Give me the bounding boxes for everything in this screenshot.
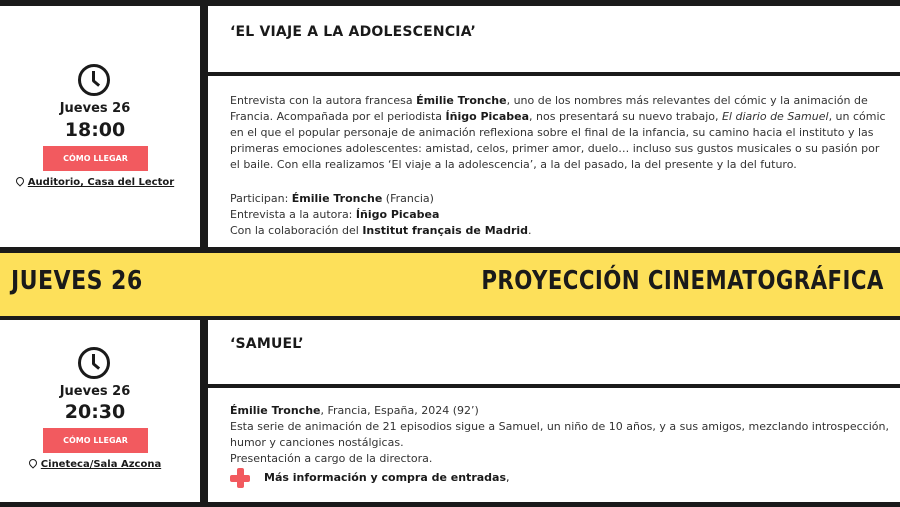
text-run: , un cómic en el que el popular personaje de animación reflexiona sobre el final de la infancia, su camino hacia el instituto y las primeras emociones adolescentes: amistad, celos, primer amor, duelo… incluso sus gustos musicales o su pasión por el baile. Con ella realizamos ‘El viaje a la adolescencia’, a la del pasado, la del presente y la del futuro. <box>230 110 886 171</box>
banner-day: JUEVES 26 <box>11 266 143 296</box>
event-1-title-panel <box>208 6 900 72</box>
location-pin-icon <box>14 175 25 186</box>
more-info-link[interactable] <box>264 471 510 484</box>
text-run: . <box>528 224 532 237</box>
banner-category: PROYECCIÓN CINEMATOGRÁFICA <box>481 266 884 296</box>
text-run: Émilie Tronche <box>416 94 507 107</box>
event-block-1 <box>0 0 900 253</box>
event-2-location-text[interactable]: Cineteca/Sala Azcona <box>40 459 162 470</box>
event-1-location-link[interactable] <box>0 177 190 188</box>
location-pin-icon <box>27 457 38 468</box>
text-run: Entrevista con la autora francesa <box>230 94 417 107</box>
event-1-body-panel <box>208 76 900 247</box>
event-block-2 <box>0 316 900 507</box>
event-1-info-panel <box>0 6 200 247</box>
text-run: , Francia, España, 2024 (92’) <box>320 404 479 417</box>
event-2-day: Jueves 26 <box>59 384 131 399</box>
event-1-description <box>230 93 890 173</box>
text-run: Con la colaboración del <box>230 224 363 237</box>
text-run: , uno de los nombres más relevantes del cómic y la animación de Francia. Acompañada por el periodista <box>230 94 868 123</box>
text-run: Participan: <box>230 192 292 205</box>
event-1-title: ‘EL VIAJE A LA ADOLESCENCIA’ <box>230 24 476 40</box>
event-2-details <box>230 403 890 467</box>
detail-line <box>230 403 890 419</box>
text-run: Íñigo Picabea <box>355 208 440 221</box>
more-info-suffix: , <box>506 471 510 484</box>
event-2-time: 20:30 <box>64 401 126 423</box>
event-1-credits <box>230 191 890 239</box>
credit-line <box>230 207 890 223</box>
event-1-location-text[interactable]: Auditorio, Casa del Lector <box>27 177 175 188</box>
detail-line <box>230 451 890 467</box>
event-1-time: 18:00 <box>64 119 126 141</box>
text-run: El diario de Samuel <box>721 110 829 123</box>
text-run: Esta serie de animación de 21 episodios sigue a Samuel, un niño de 10 años, y a sus amigos, mezclando introspección, humor y canciones nostálgicas. <box>230 420 889 449</box>
credit-line <box>230 223 890 239</box>
text-run: , nos presentará su nuevo trabajo, <box>529 110 722 123</box>
plus-icon[interactable] <box>230 468 250 488</box>
detail-line <box>230 419 890 451</box>
event-1-day: Jueves 26 <box>59 101 131 116</box>
event-2-info-panel <box>0 320 200 502</box>
text-run: Íñigo Picabea <box>445 110 530 123</box>
event-1-directions-button[interactable]: CÓMO LLEGAR <box>43 146 148 171</box>
credit-line <box>230 191 890 207</box>
event-2-directions-button[interactable]: CÓMO LLEGAR <box>43 428 148 453</box>
text-run: Presentación a cargo de la directora. <box>230 452 433 465</box>
event-2-body-panel <box>208 388 900 502</box>
text-run: (Francia) <box>382 192 434 205</box>
more-info-text[interactable]: Más información y compra de entradas <box>264 471 507 484</box>
text-run: Entrevista a la autora: <box>230 208 356 221</box>
text-run: Émilie Tronche <box>230 404 321 417</box>
event-2-title: ‘SAMUEL’ <box>230 336 304 352</box>
event-2-title-panel <box>208 320 900 384</box>
section-banner <box>0 253 900 316</box>
text-run: Émilie Tronche <box>291 192 383 205</box>
event-2-location-link[interactable] <box>0 459 190 470</box>
clock-icon <box>78 347 110 379</box>
clock-icon <box>78 64 110 96</box>
text-run: Institut français de Madrid <box>362 224 529 237</box>
